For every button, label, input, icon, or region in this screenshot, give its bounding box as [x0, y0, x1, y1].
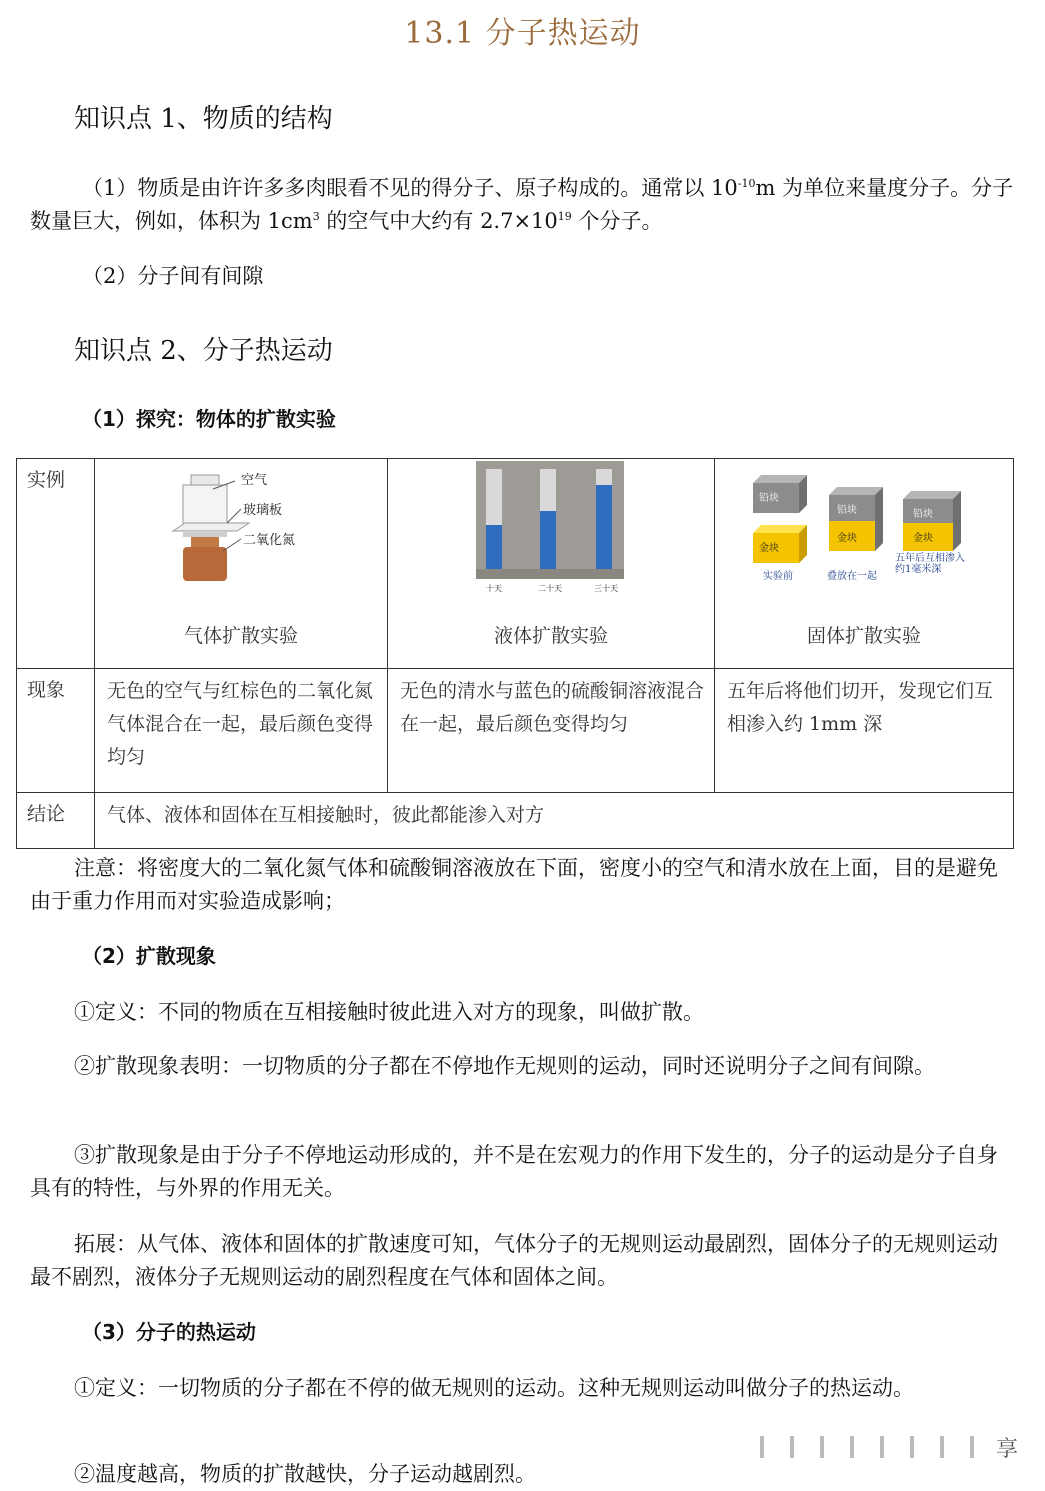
gas-experiment-cell	[95, 459, 388, 669]
solid-diffusion-figure	[715, 459, 1013, 609]
paragraph-diffusion-shows: ②扩散现象表明：一切物质的分子都在不停地作无规则的运动，同时还说明分子之间有间隙。	[74, 1054, 935, 1078]
row-label-example: 实例	[17, 459, 95, 669]
phenomenon-liquid: 无色的清水与蓝色的硫酸铜溶液混合在一起，最后颜色变得均匀	[388, 669, 715, 793]
paragraph-diffusion-definition: ①定义：不同的物质在互相接触时彼此进入对方的现象，叫做扩散。	[74, 1000, 704, 1024]
caption-solid: 固体扩散实验	[806, 625, 921, 647]
gold-label-3: 金块	[913, 533, 933, 544]
solid-caption-five-years: 五年后互相渗入约1毫米深	[895, 553, 965, 575]
gas-diffusion-figure	[95, 459, 387, 609]
caption-gas: 气体扩散实验	[183, 625, 298, 647]
page-title: 13.1 分子热运动	[404, 16, 641, 51]
gas-label-no2: 二氧化氮	[243, 533, 296, 548]
lead-label-1: 铅块	[759, 493, 779, 504]
watermark-bar	[760, 1436, 764, 1458]
section-1-heading: 知识点 1、物质的结构	[74, 104, 333, 134]
row-label-phenomenon: 现象	[17, 669, 95, 793]
watermark-bar	[970, 1436, 974, 1458]
s1-p1-d: 个分子。	[571, 209, 663, 233]
paragraph-temperature: ②温度越高，物质的扩散越快，分子运动越剧烈。	[74, 1462, 536, 1486]
note-paragraph: 注意：将密度大的二氧化氮气体和硫酸铜溶液放在下面，密度小的空气和清水放在上面，目的是避免由于重力作用而对实验造成影响；	[30, 856, 998, 913]
s1-p1-sup3: 19	[557, 210, 572, 223]
phenomenon-gas: 无色的空气与红棕色的二氧化氮气体混合在一起，最后颜色变得均匀	[95, 669, 388, 793]
watermark-bar	[880, 1436, 884, 1458]
conclusion-text: 气体、液体和固体在互相接触时，彼此都能渗入对方	[95, 793, 1014, 849]
s1-p1-c: 的空气中大约有 2.7×10	[319, 209, 558, 233]
caption-liquid: 液体扩散实验	[493, 625, 608, 647]
diffusion-experiment-table	[16, 458, 1014, 849]
section-2-subheading-2: （2）扩散现象	[82, 944, 216, 968]
watermark-bar	[850, 1436, 854, 1458]
gas-label-air: 空气	[241, 473, 268, 488]
watermark-bar	[910, 1436, 914, 1458]
paragraph-heat-motion-definition: ①定义：一切物质的分子都在不停的做无规则的运动。这种无规则运动叫做分子的热运动。	[74, 1376, 914, 1400]
paragraph-extension: 拓展：从气体、液体和固体的扩散速度可知，气体分子的无规则运动最剧烈，固体分子的无规则运动最不剧烈，液体分子无规则运动的剧烈程度在气体和固体之间。	[30, 1232, 998, 1289]
s1-p1-b: m 为单位来量度分子。分子数量巨大，例如，体积为 1cm	[30, 176, 1014, 233]
lead-label-3: 铅块	[913, 509, 933, 520]
s1-p1-a: （1）物质是由许许多多肉眼看不见的得分子、原子构成的。通常以 10	[82, 176, 738, 200]
section-2-heading: 知识点 2、分子热运动	[74, 336, 333, 366]
watermark-bar	[820, 1436, 824, 1458]
solid-caption-stacked: 叠放在一起	[827, 571, 877, 582]
row-label-conclusion: 结论	[17, 793, 95, 849]
s1-p1-sup1: -10	[737, 177, 756, 190]
solid-caption-before: 实验前	[763, 571, 793, 582]
liquid-experiment-cell	[388, 459, 715, 669]
section-2-subheading-3: （3）分子的热运动	[82, 1320, 256, 1344]
tube-label-10: 十天	[486, 584, 502, 593]
share-glyph: 享	[996, 1437, 1019, 1462]
solid-experiment-cell	[715, 459, 1014, 669]
liquid-diffusion-figure	[388, 459, 714, 609]
gas-label-glass: 玻璃板	[243, 503, 283, 518]
paragraph-diffusion-cause: ③扩散现象是由于分子不停地运动形成的，并不是在宏观力的作用下发生的，分子的运动是分子自身具有的特性，与外界的作用无关。	[30, 1143, 998, 1200]
phenomenon-solid: 五年后将他们切开，发现它们互相渗入约 1mm 深	[715, 669, 1014, 793]
watermark-bar	[940, 1436, 944, 1458]
lead-label-2: 铅块	[837, 505, 857, 516]
gold-label-2: 金块	[837, 533, 857, 544]
s1-p1-sup2: 3	[312, 210, 320, 223]
share-watermark	[560, 1432, 1020, 1462]
test-tubes-icon	[388, 459, 714, 599]
tube-label-30: 三十天	[594, 584, 618, 593]
tube-label-20: 二十天	[538, 584, 562, 593]
section-1-paragraph-2: （2）分子间有间隙	[82, 264, 264, 288]
watermark-bar	[790, 1436, 794, 1458]
gold-label-1: 金块	[759, 543, 779, 554]
section-1-paragraph-1	[30, 172, 1015, 238]
section-2-subheading-1: （1）探究：物体的扩散实验	[82, 407, 336, 431]
